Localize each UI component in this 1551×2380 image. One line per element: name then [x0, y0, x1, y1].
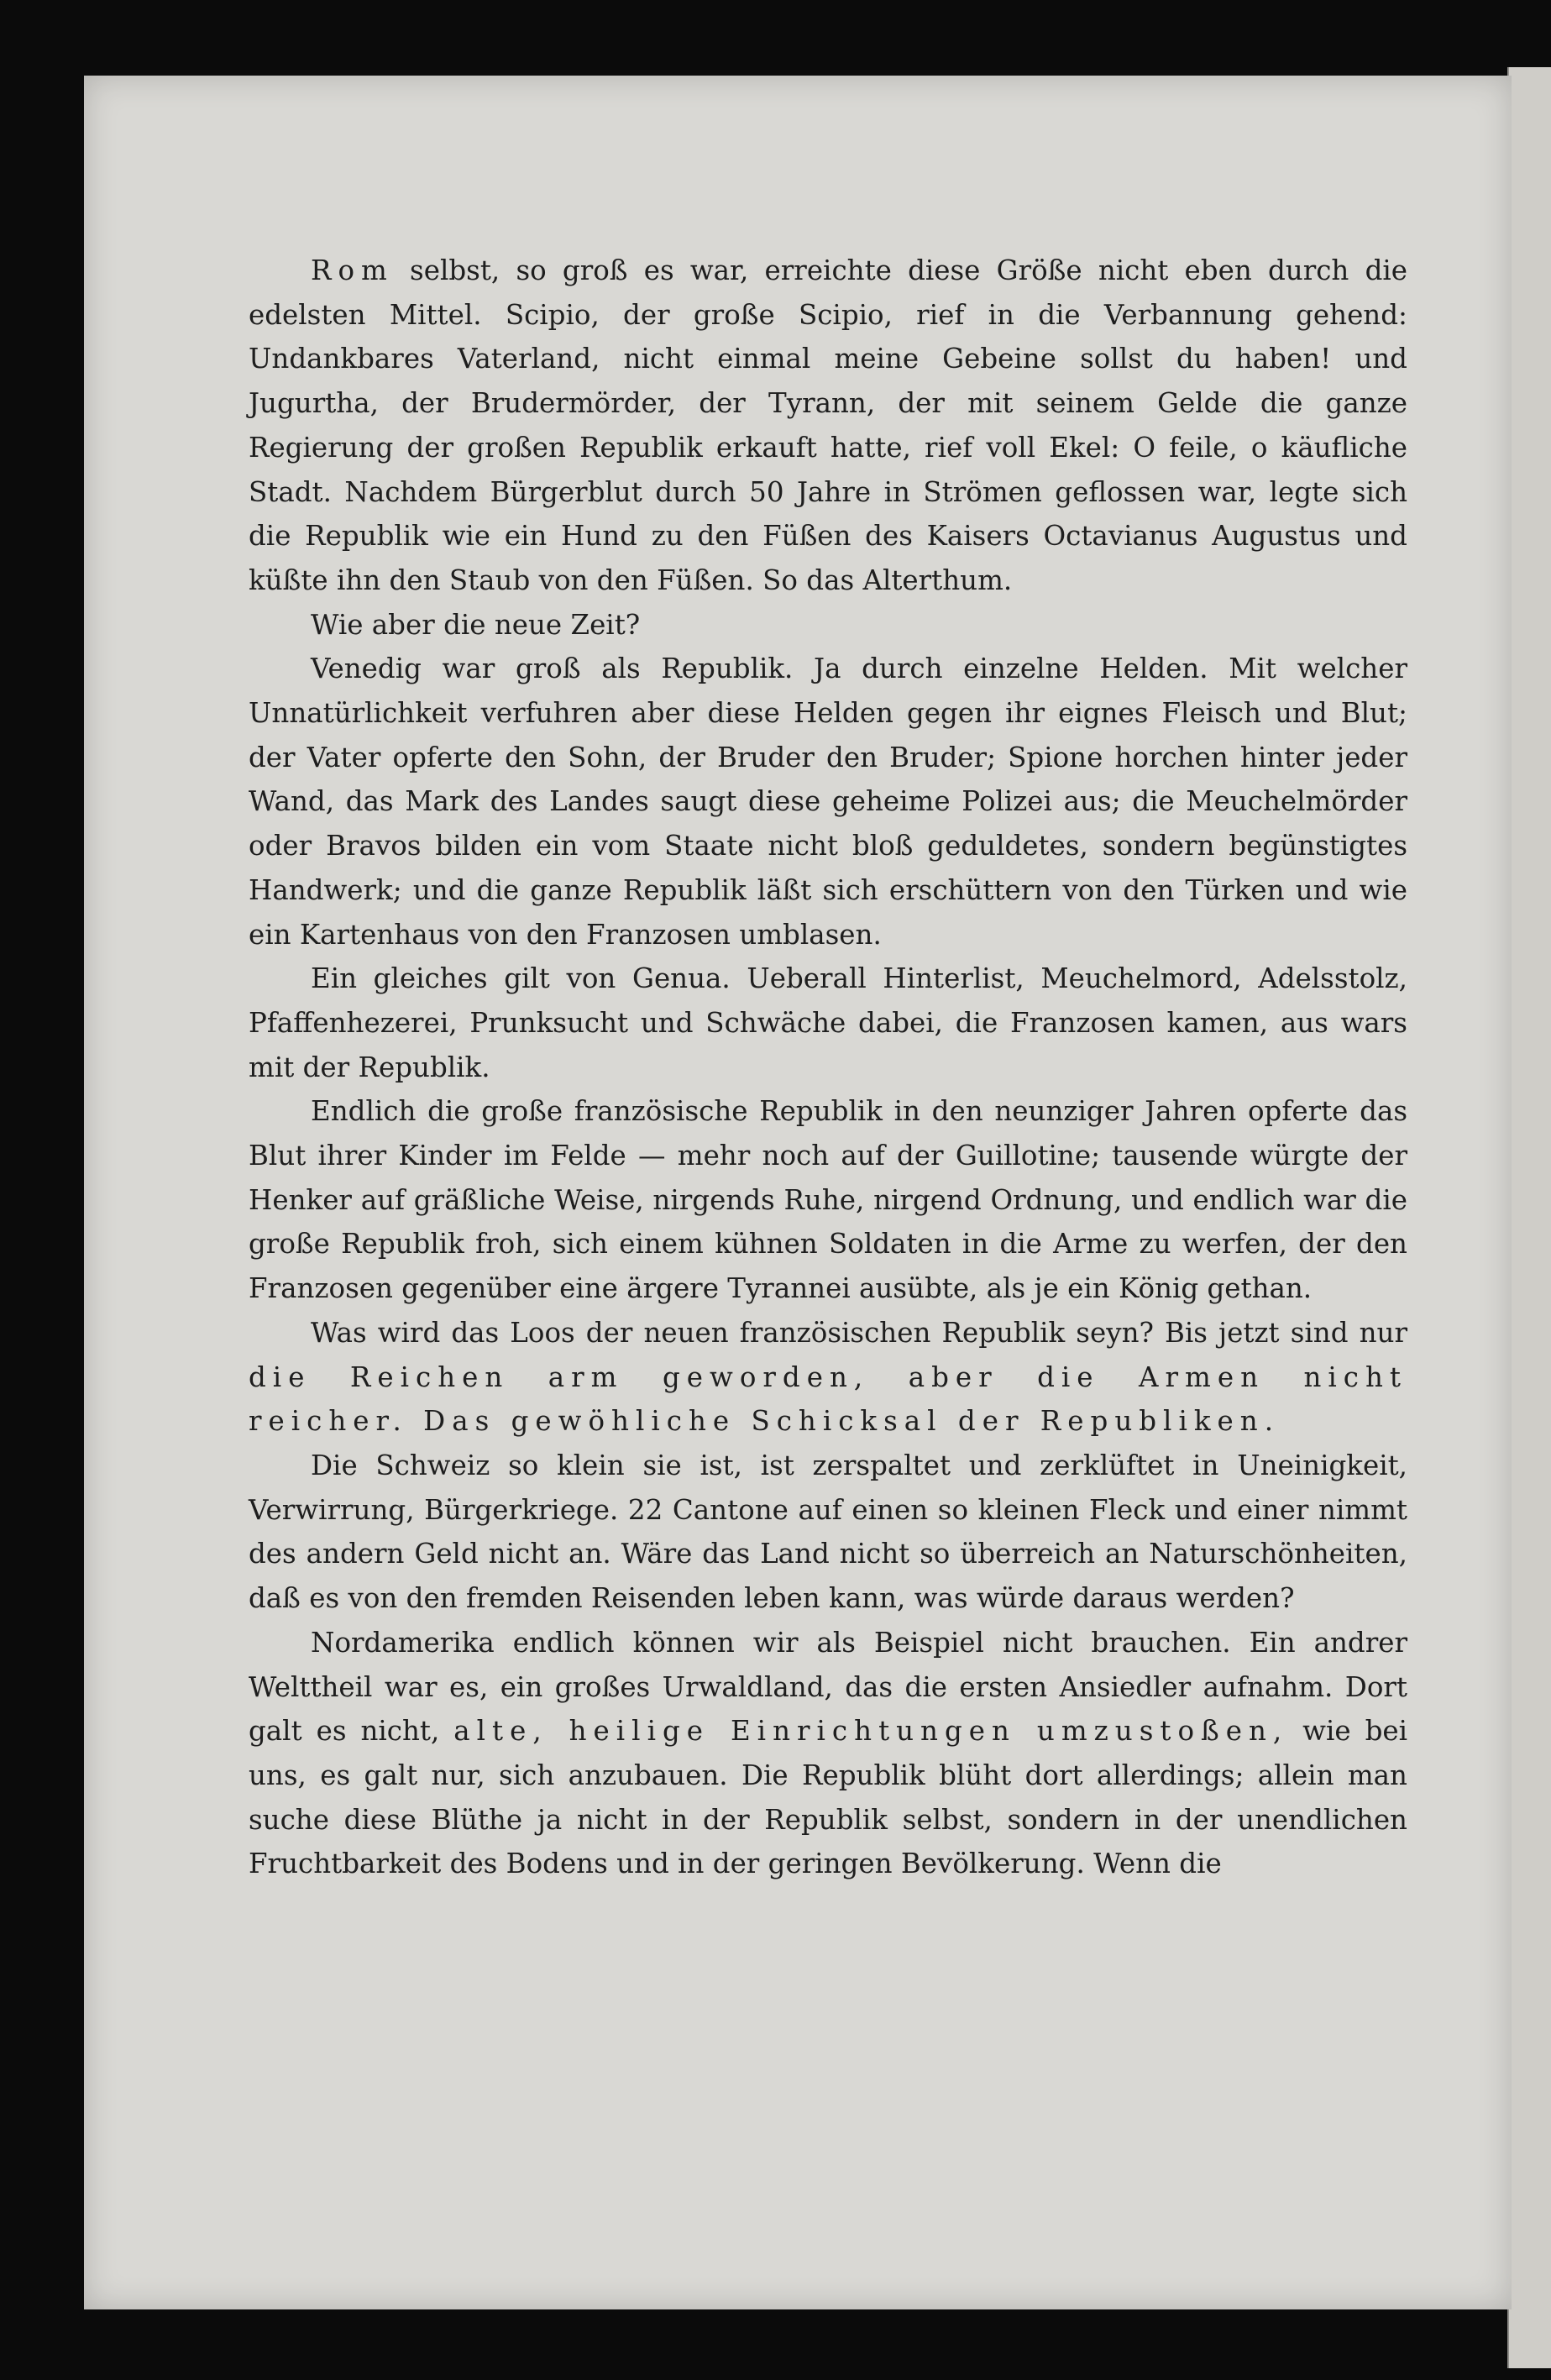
paragraph-new-time — [249, 603, 1407, 647]
paragraph-genoa — [249, 957, 1407, 1089]
paragraph-text: Was wird das Loos der neuen französischen Republik seyn? Bis jetzt sind nur — [311, 1316, 1407, 1349]
paragraph-north-america — [249, 1621, 1407, 1886]
paragraph-venice — [249, 647, 1407, 957]
paragraph-text: Wie aber die neue Zeit? — [311, 608, 641, 641]
paragraph-text: Nordamerika endlich können wir als Beispiel nicht brauchen. Ein andrer Welttheil war es, ein großes Urwaldland, das die ersten Ansiedler aufnahm. Dort galt es nicht, — [249, 1626, 1407, 1748]
body-text — [249, 249, 1407, 1886]
paragraph-text: Ein gleiches gilt von Genua. Ueberall Hinterlist, Meuchelmord, Adelsstolz, Pfaffenhezerei, Prunksucht und Schwäche dabei, die Franzosen kamen, aus wars mit der Republik. — [249, 962, 1407, 1083]
paragraph-france — [249, 1089, 1407, 1311]
paragraph-rome — [249, 249, 1407, 603]
spaced-text: alte, heilige Einrichtungen umzustoßen, — [453, 1715, 1289, 1748]
paragraph-text: wie bei uns, es galt nur, sich anzubauen. Die Republik blüht dort allerdings; allein man suche diese Blüthe ja nicht in der Republik selbst, sondern in der unendlichen Fruchtbarkeit des Bodens und in der geringen Bevölkerung. Wenn die — [249, 1715, 1408, 1880]
paragraph-text: Die Schweiz so klein sie ist, ist zerspaltet und zerklüftet in Uneinigkeit, Verwirrung, Bürgerkriege. 22 Cantone auf einen so kleinen Fleck und einer nimmt des andern Geld nicht an. Wäre das Land nicht so überreich an Naturschönheiten, daß es von den fremden Reisenden leben kann, was würde daraus werden? — [249, 1449, 1407, 1615]
spaced-text: die Reichen arm geworden, aber die Armen nicht reicher. Das gewöhliche Schicksal der Republiken. — [249, 1360, 1407, 1438]
paragraph-text: Venedig war groß als Republik. Ja durch einzelne Helden. Mit welcher Unnatürlichkeit verfuhren aber diese Helden gegen ihr eignes Fleisch und Blut; der Vater opferte den Sohn, der Bruder den Bruder; Spione horchen hinter jeder Wand, das Mark des Landes saugt diese geheime Polizei aus; die Meuchelmörder oder Bravos bilden ein vom Staate nicht bloß geduldetes, sondern begünstigtes Handwerk; und die ganze Republik läßt sich erschüttern von den Türken und wie ein Kartenhaus von den Franzosen umblasen. — [249, 653, 1407, 951]
paragraph-text: Endlich die große französische Republik in den neunziger Jahren opferte das Blut ihrer Kinder im Felde — mehr noch auf der Guillotine; tausende würgte der Henker auf gräßliche Weise, nirgends Ruhe, nirgend Ordnung, und endlich war die große Republik froh, sich einem kühnen Soldaten in die Arme zu werfen, der den Franzosen gegenüber eine ärgere Tyrannei ausübte, als je ein König gethan. — [249, 1095, 1407, 1305]
paragraph-switzerland — [249, 1444, 1407, 1621]
adjacent-page-edge — [1507, 67, 1551, 2368]
paragraph-text: selbst, so groß es war, erreichte diese Größe nicht eben durch die edelsten Mittel. Scipio, der große Scipio, rief in die Verbannung gehend: Undankbares Vaterland, nicht einmal meine Gebeine sollst du haben! und Jugurtha, der Brudermörder, der Tyrann, der mit seinem Gelde die ganze Regierung der großen Republik erkauft hatte, rief voll Ekel: O feile, o käufliche Stadt. Nachdem Bürgerblut durch 50 Jahre in Strömen geflossen war, legte sich die Republik wie ein Hund zu den Füßen des Kaisers Octavianus Augustus und küßte ihn den Staub von den Füßen. So das Alterthum. — [249, 254, 1407, 596]
paragraph-new-republic — [249, 1311, 1407, 1444]
spaced-text: Rom — [311, 254, 394, 286]
